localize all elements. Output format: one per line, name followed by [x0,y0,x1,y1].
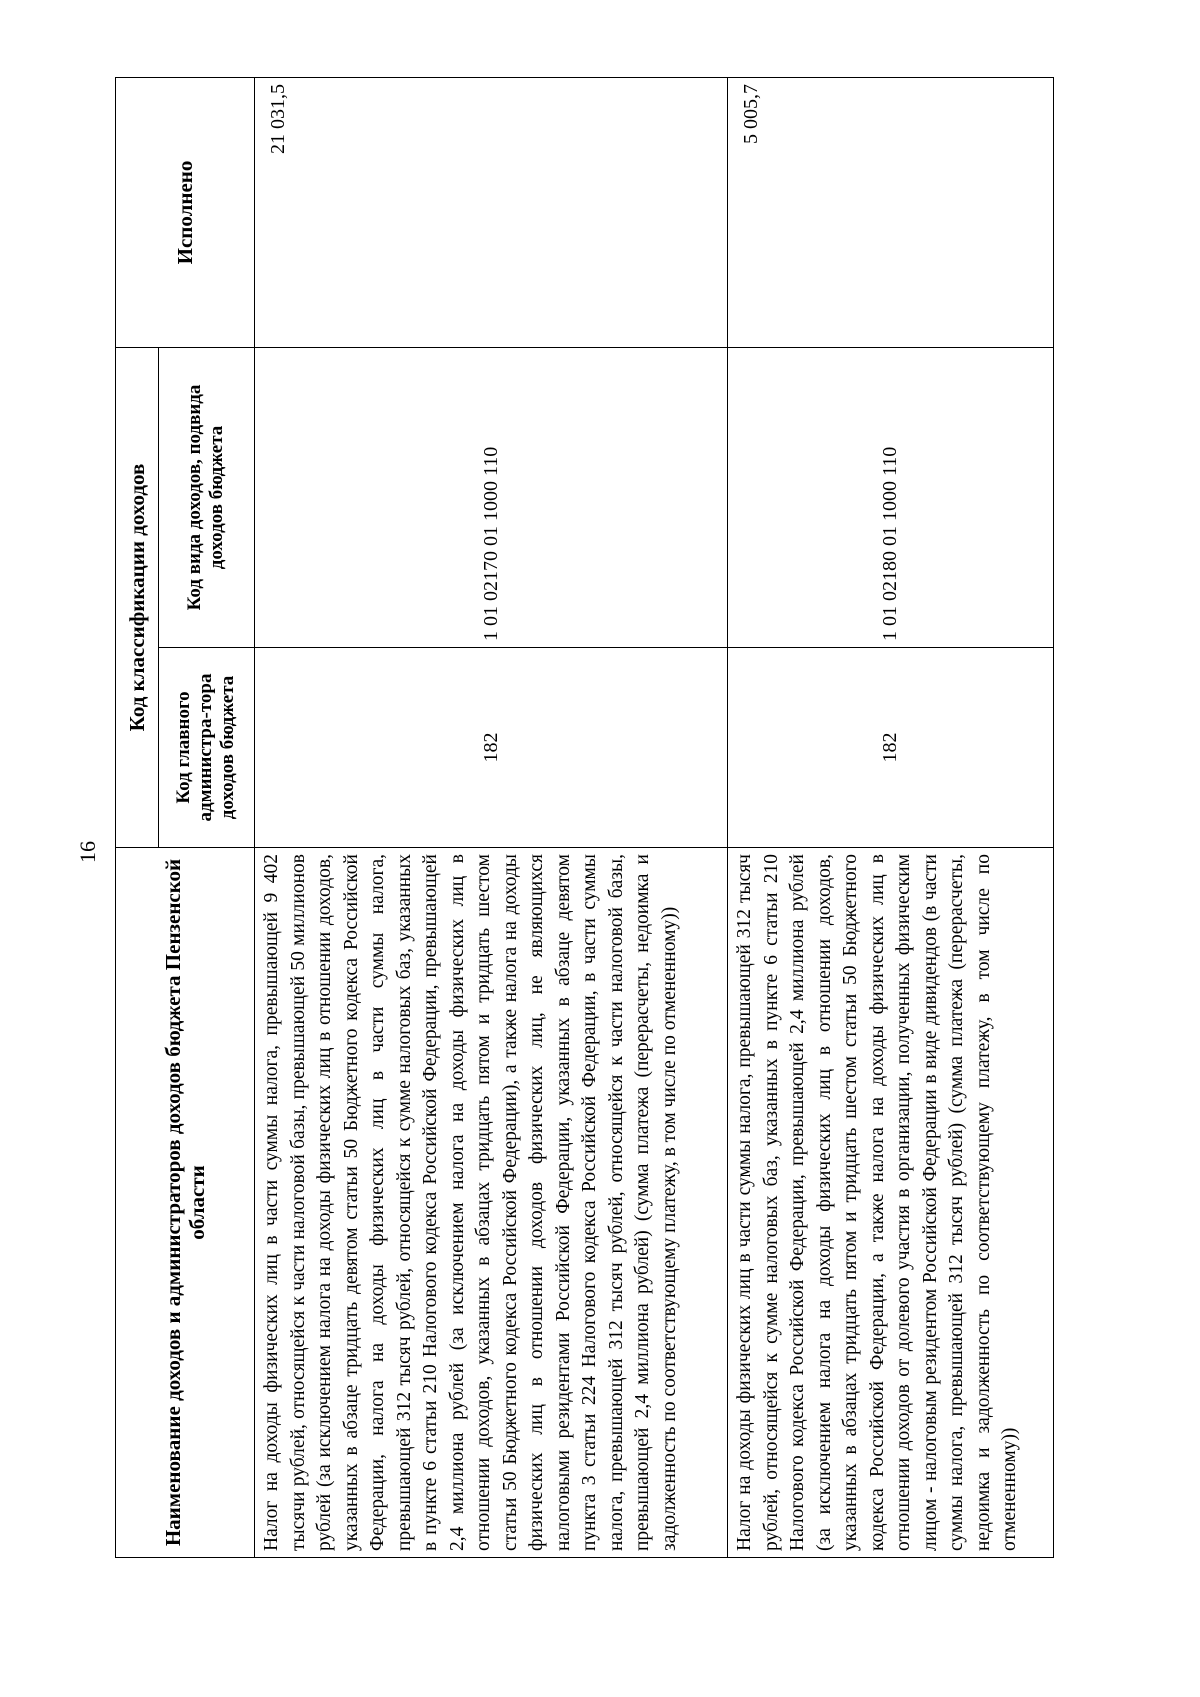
row-description: Налог на доходы физических лиц в части суммы налога, превышающей 9 402 тысячи рублей, относящейся к части налоговой базы, превышающей 50 миллионов рублей (за исключением налога на доходы физических лиц в отношении доходов, указанных в абзаце тридцать девятом статьи 50 Бюджетного кодекса Российской Федерации, налога на доходы физических лиц в части суммы налога, превышающей 312 тысяч рублей, относящейся к сумме налоговых баз, указанных в пункте 6 статьи 210 Налогового кодекса Российской Федерации, превышающей 2,4 миллиона рублей (за исключением налога на доходы физических лиц в отношении доходов, указанных в абзацах тридцать пятом и тридцать шестом статьи 50 Бюджетного кодекса Российской Федерации), а также налога на доходы физических лиц в отношении доходов физических лиц, не являющихся налоговыми резидентами Российской Федерации, указанных в абзаце девятом пункта 3 статьи 224 Налогового кодекса Российской Федерации, в части суммы налога, превышающей 312 тысяч рублей, относящейся к части налоговой базы, превышающей 2,4 миллиона рублей) (сумма платежа (перерасчеты, недоимка и задолженность по соответствующему платежу, в том числе по отмененному)) [255,848,728,1558]
row-executed: 5 005,7 [728,77,1054,347]
header-classification-group: Код классификации доходов [116,347,159,847]
income-table [115,77,1054,1558]
row-description: Налог на доходы физических лиц в части суммы налога, превышающей 312 тысяч рублей, относящейся к сумме налоговых баз, указанных в пункте 6 статьи 210 Налогового кодекса Российской Федерации, превышающей 2,4 миллиона рублей (за исключением налога на доходы физических лиц в отношении доходов, указанных в абзацах тридцать пятом и тридцать шестом статьи 50 Бюджетного кодекса Российской Федерации, а также налога на доходы физических лиц в отношении доходов от долевого участия в организации, полученных физическим лицом - налоговым резидентом Российской Федерации в виде дивидендов (в части суммы налога, превышающей 312 тысяч рублей) (сумма платежа (перерасчеты, недоимка и задолженность по соответствующему платежу, в том числе по отмененному)) [728,848,1054,1558]
row-admin-code: 182 [255,648,728,848]
row-income-code: 1 01 02170 01 1000 110 [255,347,728,647]
header-executed: Исполнено [116,77,255,347]
row-income-code: 1 01 02180 01 1000 110 [728,347,1054,647]
rotated-table-container [115,78,1045,1558]
table-stage [115,78,1045,1558]
row-executed: 21 031,5 [255,77,728,347]
header-admin-code: Код главного администра-тора доходов бюджета [158,648,254,848]
header-name: Наименование доходов и администраторов доходов бюджета Пензенской области [116,848,255,1558]
table-row [255,77,728,1557]
header-income-code: Код вида доходов, подвида доходов бюджета [158,347,254,647]
table-row [728,77,1054,1557]
page-number: 16 [75,841,100,863]
row-admin-code: 182 [728,648,1054,848]
